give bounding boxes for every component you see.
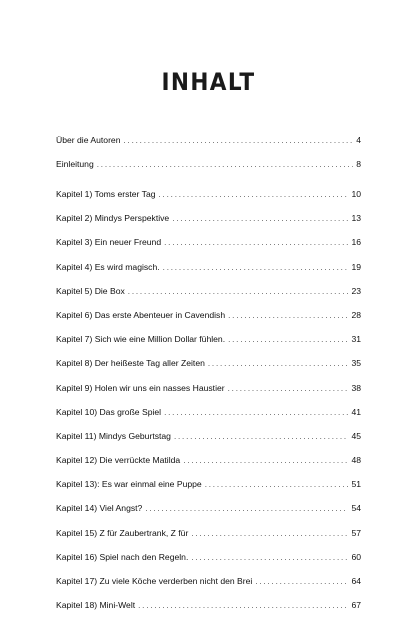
- toc-entry-label: Kapitel 9) Holen wir uns ein nasses Haustier: [56, 382, 225, 393]
- toc-chapter-entry: [56, 285, 361, 309]
- toc-leader-dots: [164, 407, 348, 419]
- toc-leader-dots: [228, 334, 348, 346]
- toc-leader-dots: [208, 358, 349, 370]
- toc-chapter-entry: [56, 357, 361, 381]
- toc-leader-dots: [191, 552, 348, 564]
- toc-entry-page: 19: [351, 261, 361, 272]
- toc-entry-page: 8: [356, 159, 361, 170]
- toc-leader-dots: [138, 600, 348, 612]
- toc-entry-label: Kapitel 7) Sich wie eine Million Dollar fühlen.: [56, 334, 226, 345]
- toc-entry-page: 57: [351, 527, 361, 538]
- toc-entry-page: 54: [351, 503, 361, 514]
- toc-leader-dots: [145, 503, 348, 515]
- toc-entry-label: Kapitel 11) Mindys Geburtstag: [56, 430, 171, 441]
- toc-leader-dots: [228, 383, 349, 395]
- toc-front-matter: [56, 134, 361, 182]
- toc-chapter-entry: [56, 599, 361, 623]
- toc-chapter-entry: [56, 551, 361, 575]
- toc-entry: [56, 134, 361, 158]
- toc-entry-page: 38: [351, 382, 361, 393]
- toc-entry-label: Kapitel 13): Es war einmal eine Puppe: [56, 479, 202, 490]
- toc-leader-dots: [191, 528, 348, 540]
- toc-entry-page: 31: [351, 334, 361, 345]
- toc-entry-page: 48: [351, 455, 361, 466]
- toc-entry-label: Kapitel 4) Es wird magisch.: [56, 261, 160, 272]
- toc-entry: [56, 158, 361, 182]
- toc-entry-page: 16: [351, 237, 361, 248]
- toc-entry-label: Kapitel 6) Das erste Abenteuer in Cavendish: [56, 309, 226, 320]
- toc-entry-label: Kapitel 18) Mini-Welt: [56, 600, 136, 611]
- toc-chapter-entry: [56, 309, 361, 333]
- toc-entry-label: Über die Autoren: [56, 135, 121, 145]
- toc-chapters: [56, 188, 361, 623]
- toc-entry-label: Kapitel 3) Ein neuer Freund: [56, 237, 162, 248]
- toc-entry-label: Kapitel 14) Viel Angst?: [56, 503, 143, 514]
- toc-leader-dots: [159, 189, 349, 201]
- toc-leader-dots: [163, 262, 349, 274]
- toc-entry-label: Kapitel 15) Z für Zaubertrank, Z für: [56, 527, 189, 538]
- toc-chapter-entry: [56, 382, 361, 406]
- toc-entry-label: Kapitel 12) Die verrückte Matilda: [56, 455, 181, 466]
- toc-leader-dots: [205, 479, 349, 491]
- toc-entry-page: 51: [351, 479, 361, 490]
- toc-chapter-entry: [56, 478, 361, 502]
- toc-chapter-entry: [56, 236, 361, 260]
- toc-leader-dots: [174, 431, 348, 443]
- toc-entry-label: Kapitel 5) Die Box: [56, 285, 125, 296]
- toc-entry-label: Kapitel 1) Toms erster Tag: [56, 189, 156, 199]
- toc-leader-dots: [172, 213, 348, 225]
- toc-chapter-entry: [56, 430, 361, 454]
- toc-entry-label: Kapitel 2) Mindys Perspektive: [56, 213, 170, 224]
- toc-entry-label: Kapitel 16) Spiel nach den Regeln.: [56, 551, 189, 562]
- toc-chapter-entry: [56, 527, 361, 551]
- toc-entry-page: 41: [351, 406, 361, 417]
- toc-leader-dots: [97, 159, 353, 171]
- toc-entry-label: Einleitung: [56, 159, 94, 170]
- toc-entry-page: 23: [351, 285, 361, 296]
- toc-chapter-entry: [56, 212, 361, 236]
- toc-entry-page: 45: [351, 430, 361, 441]
- toc-entry-label: Kapitel 10) Das große Spiel: [56, 406, 162, 417]
- toc-chapter-entry: [56, 333, 361, 357]
- toc-chapter-entry: [56, 188, 361, 212]
- toc-chapter-entry: [56, 502, 361, 526]
- toc-chapter-entry: [56, 261, 361, 285]
- toc-entry-page: 10: [351, 189, 361, 199]
- toc-leader-dots: [164, 237, 348, 249]
- toc-entry-label: Kapitel 17) Zu viele Köche verderben nicht den Brei: [56, 576, 253, 586]
- toc-entry-page: 35: [351, 358, 361, 369]
- toc-leader-dots: [228, 310, 348, 322]
- toc-entry-page: 4: [356, 135, 361, 145]
- toc-entry-page: 64: [351, 576, 361, 586]
- toc-leader-dots: [183, 455, 348, 467]
- toc-chapter-entry: [56, 406, 361, 430]
- toc-entry-page: 60: [351, 551, 361, 562]
- toc-chapter-entry: [56, 575, 361, 599]
- toc-entry-page: 13: [351, 213, 361, 224]
- toc-leader-dots: [128, 286, 349, 298]
- toc-entry-page: 28: [351, 309, 361, 320]
- toc-entry-page: 67: [351, 600, 361, 611]
- toc-leader-dots: [124, 135, 354, 147]
- toc-chapter-entry: [56, 454, 361, 478]
- toc-leader-dots: [255, 576, 348, 588]
- page-title: INHALT: [161, 68, 256, 96]
- toc-entry-label: Kapitel 8) Der heißeste Tag aller Zeiten: [56, 358, 205, 369]
